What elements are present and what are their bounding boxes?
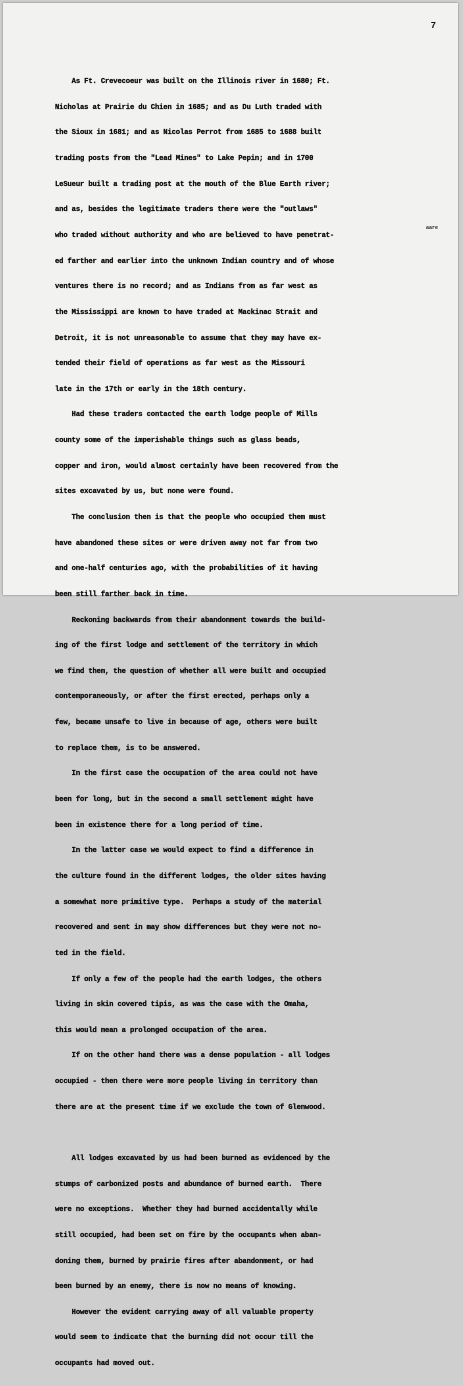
- text-line: still occupied, had been set on fire by the occupants when aban-: [55, 1231, 322, 1240]
- text-line: few, became unsafe to live in because of age, others were built: [55, 719, 318, 728]
- text-line: the Sioux in 1681; and as Nicolas Perrot from 1685 to 1688 built: [55, 129, 322, 138]
- text-line: LeSueur built a trading post at the mouth of the Blue Earth river;: [55, 180, 330, 189]
- text-line: In the first case the occupation of the area could not have: [55, 770, 318, 779]
- text-line: All lodges excavated by us had been burned as evidenced by the: [55, 1155, 330, 1163]
- text-line: and as, besides the legitimate traders there were the "outlaws": [55, 206, 318, 215]
- text-line: who traded without authority and who are believed to have penetrat-: [55, 231, 335, 240]
- text-line: been burned by an enemy, there is now no means of knowing.: [55, 1283, 297, 1292]
- text-line: recovered and sent in may show differences but they were not no-: [55, 924, 322, 933]
- text-line: ing of the first lodge and settlement of the territory in which: [55, 642, 318, 651]
- body-text: [55, 61, 421, 1386]
- margin-note: aare: [426, 225, 439, 231]
- text-line: occupants had moved out.: [55, 1360, 155, 1369]
- text-line: the culture found in the different lodges, the older sites having: [55, 872, 326, 881]
- text-line: ed farther and earlier into the unknown Indian country and of whose: [55, 257, 335, 266]
- text-line: Reckoning backwards from their abandonment towards the build-: [55, 616, 326, 625]
- text-line: As Ft. Crevecoeur was built on the Illinois river in 1680; Ft.: [55, 78, 330, 87]
- text-line: copper and iron, would almost certainly have been recovered from the: [55, 462, 339, 471]
- document-page: [3, 3, 458, 1369]
- text-line: Had these traders contacted the earth lodge people of Mills: [55, 411, 318, 420]
- text-line: tended their field of operations as far west as the Missouri: [55, 360, 305, 369]
- text-line: In the latter case we would expect to find a difference in: [55, 847, 314, 856]
- text-line: have abandoned these sites or were driven away not far from two: [55, 539, 318, 548]
- text-line: were no exceptions. Whether they had burned accidentally while: [55, 1206, 318, 1215]
- text-line: trading posts from the "Lead Mines" to Lake Pepin; and in 1700: [55, 155, 314, 164]
- text-line: the Mississippi are known to have traded at Mackinac Strait and: [55, 308, 318, 317]
- text-line: occupied - then there were more people living in territory than: [55, 1078, 318, 1087]
- text-line: and one-half centuries ago, with the probabilities of it having: [55, 565, 318, 574]
- text-line: ventures there is no record; and as Indians from as far west as: [55, 283, 318, 292]
- text-line: living in skin covered tipis, as was the case with the Omaha,: [55, 1001, 310, 1010]
- text-line: doning them, burned by prairie fires after abandonment, or had: [55, 1257, 314, 1266]
- text-line: sites excavated by us, but none were found.: [55, 488, 235, 497]
- text-line: ted in the field.: [55, 949, 126, 958]
- text-line: to replace them, is to be answered.: [55, 744, 201, 753]
- text-line: If only a few of the people had the earth lodges, the others: [55, 975, 322, 984]
- text-line: Nicholas at Prairie du Chien in 1685; and as Du Luth traded with: [55, 103, 322, 112]
- page-number: 7: [430, 21, 436, 31]
- text-line: been for long, but in the second a small settlement might have: [55, 796, 314, 805]
- text-line: late in the 17th or early in the 18th century.: [55, 385, 247, 394]
- text-line: If on the other hand there was a dense population - all lodges: [55, 1052, 330, 1061]
- text-line: county some of the imperishable things such as glass beads,: [55, 437, 301, 446]
- text-line: would seem to indicate that the burning did not occur till the: [55, 1334, 314, 1343]
- text-line: [55, 1129, 421, 1138]
- text-line: we find them, the question of whether all were built and occupied: [55, 667, 326, 676]
- text-line: contemporaneously, or after the first erected, perhaps only a: [55, 693, 310, 702]
- text-line: there are at the present time if we exclude the town of Glenwood.: [55, 1103, 326, 1112]
- text-line: The conclusion then is that the people who occupied them must: [55, 513, 326, 522]
- text-line: a somewhat more primitive type. Perhaps a study of the material: [55, 898, 322, 907]
- text-line: However the evident carrying away of all valuable property: [55, 1308, 314, 1317]
- text-line: Detroit, it is not unreasonable to assume that they may have ex-: [55, 334, 322, 343]
- text-line: been in existence there for a long period of time.: [55, 821, 264, 830]
- text-line: this would mean a prolonged occupation of the area.: [55, 1026, 268, 1035]
- text-line: been still farther back in time.: [55, 590, 189, 599]
- text-line: stumps of carbonized posts and abundance of burned earth. There: [55, 1180, 322, 1189]
